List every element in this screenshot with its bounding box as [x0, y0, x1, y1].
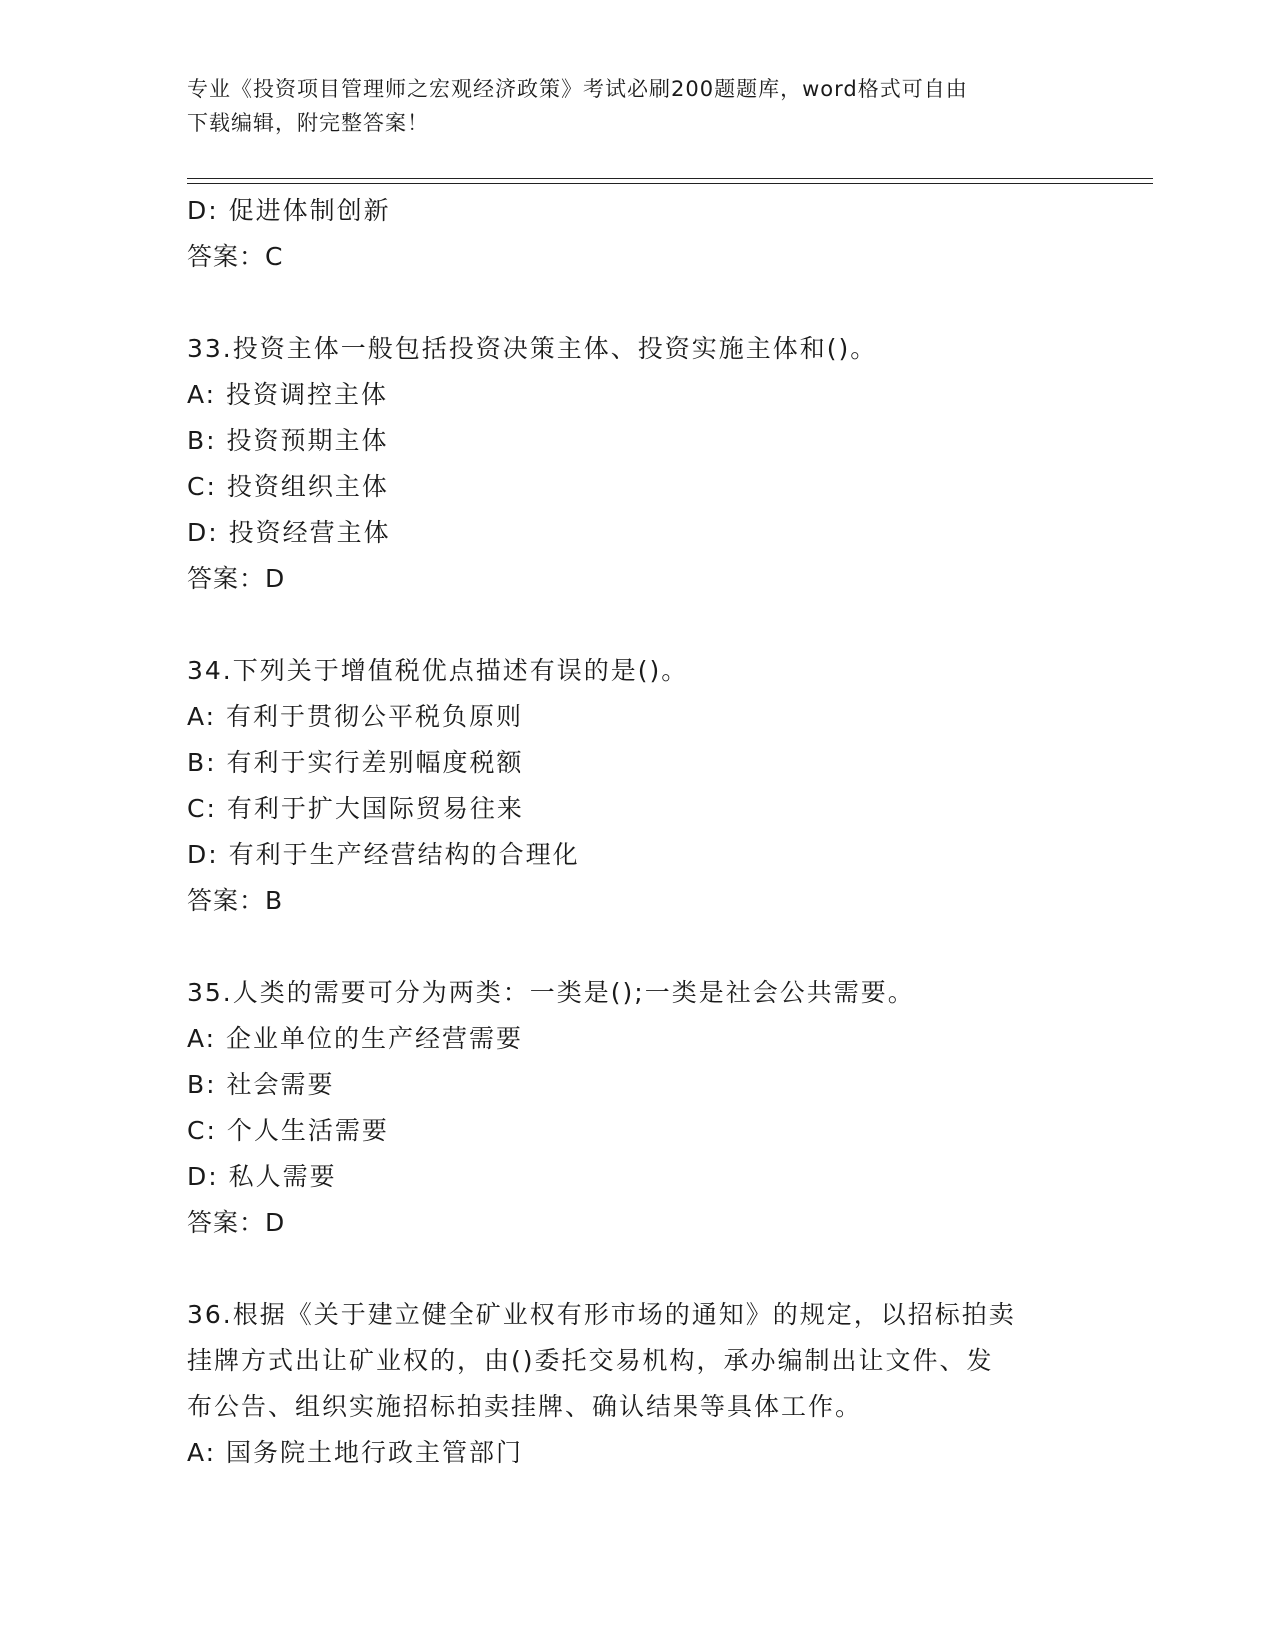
answer: 答案：D [187, 564, 286, 593]
option-a: A: 投资调控主体 [187, 380, 389, 409]
spacer [187, 924, 1087, 970]
spacer [187, 1246, 1087, 1292]
header-line-1: 专业《投资项目管理师之宏观经济政策》考试必刷200题题库，word格式可自由 [187, 77, 968, 101]
option-b: B: 投资预期主体 [187, 426, 389, 455]
header-divider-top [187, 178, 1153, 179]
option-a: A: 国务院土地行政主管部门 [187, 1438, 524, 1467]
option-c: C: 个人生活需要 [187, 1116, 389, 1145]
question-text: 35.人类的需要可分为两类：一类是();一类是社会公共需要。 [187, 978, 915, 1007]
option-b: B: 社会需要 [187, 1070, 335, 1099]
header-line-2: 下载编辑，附完整答案！ [187, 111, 429, 135]
option-a: A: 企业单位的生产经营需要 [187, 1024, 524, 1053]
option-c: C: 有利于扩大国际贸易往来 [187, 794, 524, 823]
question-text-line-1: 36.根据《关于建立健全矿业权有形市场的通知》的规定，以招标拍卖 [187, 1300, 1016, 1329]
header-divider-bottom [187, 183, 1153, 184]
document-header [187, 72, 1087, 140]
answer: 答案：C [187, 242, 284, 271]
question-text: 33.投资主体一般包括投资决策主体、投资实施主体和()。 [187, 334, 878, 363]
question-list [187, 188, 1087, 1476]
option-d: D: 促进体制创新 [187, 196, 391, 225]
answer: 答案：B [187, 886, 284, 915]
question-34 [187, 648, 1087, 924]
question-text-line-2: 挂牌方式出让矿业权的，由()委托交易机构，承办编制出让文件、发 [187, 1346, 994, 1375]
spacer [187, 602, 1087, 648]
question-36 [187, 1292, 1087, 1476]
option-d: D: 投资经营主体 [187, 518, 391, 547]
question-text-line-3: 布公告、组织实施招标拍卖挂牌、确认结果等具体工作。 [187, 1392, 863, 1421]
option-d: D: 有利于生产经营结构的合理化 [187, 840, 580, 869]
answer: 答案：D [187, 1208, 286, 1237]
spacer [187, 280, 1087, 326]
option-c: C: 投资组织主体 [187, 472, 389, 501]
question-35 [187, 970, 1087, 1246]
question-33 [187, 326, 1087, 602]
option-b: B: 有利于实行差别幅度税额 [187, 748, 524, 777]
previous-question-tail [187, 188, 1087, 280]
option-a: A: 有利于贯彻公平税负原则 [187, 702, 524, 731]
question-text: 34.下列关于增值税优点描述有误的是()。 [187, 656, 689, 685]
option-d: D: 私人需要 [187, 1162, 337, 1191]
